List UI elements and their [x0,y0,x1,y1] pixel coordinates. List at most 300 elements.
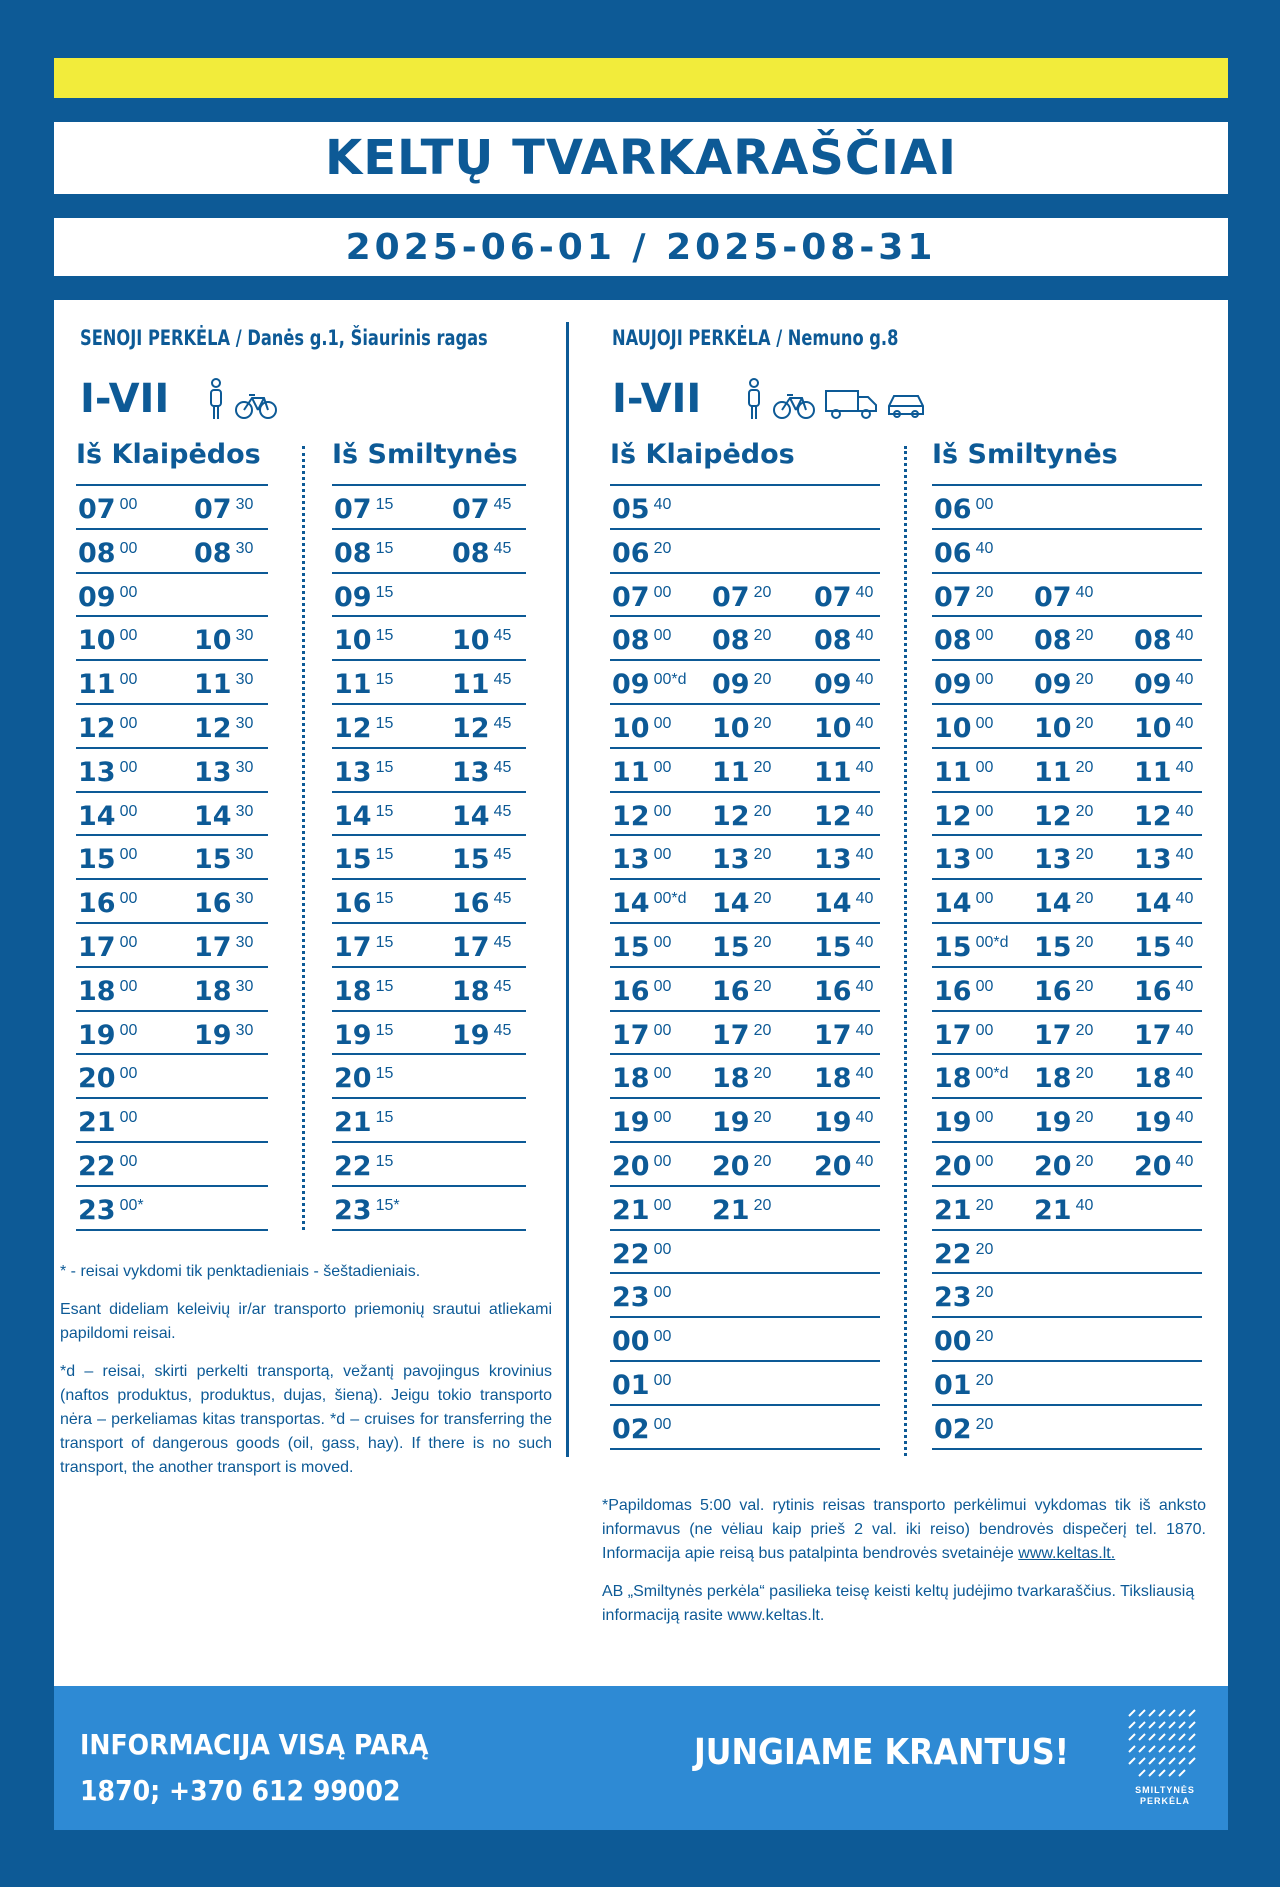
timetable-row [610,924,880,968]
departure-time [1134,801,1193,832]
departure-time [612,1107,671,1138]
departure-hour: 21 [334,1107,372,1139]
timetable-row [610,574,880,618]
departure-minute: 40 [1175,627,1194,645]
departure-time [612,1370,671,1401]
departure-hour: 20 [1134,1150,1172,1182]
departure-minute: 00 [653,1196,672,1214]
departure-time [712,1195,771,1226]
note-rights: AB „Smiltynės perkėla“ pasilieka teisę keisti keltų judėjimo tvarkaraščius. Tiksliausią informaciją rasite www.keltas.lt. [602,1583,1195,1624]
departure-hour: 18 [814,1063,852,1095]
departure-hour: 11 [452,669,490,701]
departure-hour: 10 [814,712,852,744]
departure-minute: 00 [119,846,138,864]
departure-hour: 13 [934,844,972,876]
departure-hour: 00 [934,1326,972,1358]
departure-time [334,888,393,919]
departure-minute: 20 [1075,714,1094,732]
timetable-row [76,661,268,705]
timetable-row [932,486,1202,530]
timetable-row [332,1143,526,1187]
departure-hour: 08 [334,537,372,569]
departure-hour: 16 [194,888,232,920]
departure-minute: 20 [1075,1152,1094,1170]
departure-hour: 15 [334,844,372,876]
departure-minute: 15 [375,539,394,557]
timetable-row [932,1143,1202,1187]
pedestrian-icon [744,378,764,425]
departure-hour: 02 [934,1413,972,1445]
timetable-row [610,1406,880,1450]
departure-time [78,1063,137,1094]
timetable-row [932,1231,1202,1275]
timetable-row [610,836,880,880]
timetable-row [76,836,268,880]
timetable-row [932,661,1202,705]
departure-hour: 11 [194,669,232,701]
old-crossing-notes [60,1260,552,1494]
column-title: Iš Klaipėdos [610,436,880,486]
departure-minute: 00 [653,933,672,951]
timetable-row [932,1362,1202,1406]
departure-hour: 23 [78,1194,116,1226]
departure-time [1034,1020,1093,1051]
departure-minute: 20 [975,583,994,601]
departure-time [1134,1151,1193,1182]
departure-time [334,1020,393,1051]
departure-hour: 16 [612,975,650,1007]
departure-hour: 18 [612,1063,650,1095]
column-title: Iš Smiltynės [332,436,526,486]
departure-minute: 00 [653,1109,672,1127]
timetable-row [76,486,268,530]
departure-hour: 22 [612,1238,650,1270]
departure-minute: 00 [653,1328,672,1346]
departure-minute: 40 [1075,583,1094,601]
departure-hour: 13 [334,756,372,788]
departure-time [612,538,671,569]
timetable-row [76,530,268,574]
departure-time [934,1414,993,1445]
departure-time [612,1151,671,1182]
departure-minute: 00 [975,627,994,645]
departure-minute: 00 [119,1021,138,1039]
departure-hour: 18 [78,975,116,1007]
new-from-smiltyne-column [932,436,1202,1450]
departure-time [612,582,671,613]
departure-hour: 21 [712,1194,750,1226]
timetable-row [76,574,268,618]
departure-minute: 00 [119,802,138,820]
departure-time [78,1195,144,1226]
timetable-row [610,1012,880,1056]
departure-hour: 08 [194,537,232,569]
departure-minute: 00 [119,714,138,732]
departure-minute: 40 [855,1152,874,1170]
timetable-row [76,968,268,1012]
departure-time [1034,582,1093,613]
timetable-row [610,530,880,574]
wave-logo-icon [1125,1708,1205,1780]
departure-time [934,1282,993,1313]
departure-hour: 08 [1134,625,1172,657]
departure-hour: 06 [612,537,650,569]
old-crossing-station: SENOJI PERKĖLA / Danės g.1, Šiaurinis ragas [80,326,488,350]
departure-minute: 20 [1075,802,1094,820]
departure-hour: 11 [712,756,750,788]
timetable-row [332,617,526,661]
departure-hour: 14 [612,888,650,920]
timetable-row [610,880,880,924]
departure-time [934,625,993,656]
departure-minute: 40 [1175,714,1194,732]
departure-minute: 30 [235,714,254,732]
departure-time [814,801,873,832]
departure-minute: 20 [753,977,772,995]
departure-time [1034,625,1093,656]
timetable-row [76,1012,268,1056]
departure-hour: 22 [334,1150,372,1182]
departure-hour: 10 [1134,712,1172,744]
departure-minute: 30 [235,671,254,689]
departure-hour: 15 [194,844,232,876]
departure-time [194,976,253,1007]
departure-hour: 17 [452,931,490,963]
departure-hour: 23 [612,1282,650,1314]
pedestrian-icon [206,378,226,425]
departure-minute: 15 [375,846,394,864]
departure-minute: 20 [753,714,772,732]
departure-minute: 30 [235,802,254,820]
departure-hour: 09 [814,669,852,701]
timetable-row [610,1055,880,1099]
departure-minute: 00 [975,802,994,820]
departure-time [612,1063,671,1094]
departure-time [712,1151,771,1182]
departure-minute: 40 [1175,758,1194,776]
departure-time [334,1107,393,1138]
departure-time [194,757,253,788]
departure-hour: 08 [712,625,750,657]
timetable-row [610,1318,880,1362]
departure-minute: 20 [653,539,672,557]
departure-time [452,538,511,569]
departure-minute: 15 [375,1109,394,1127]
departure-time [934,976,993,1007]
column-divider [904,446,907,1456]
departure-hour: 11 [78,669,116,701]
departure-minute: 30 [235,758,254,776]
departure-hour: 19 [1134,1107,1172,1139]
departure-time [334,757,393,788]
timetable-row [76,793,268,837]
departure-time [452,757,511,788]
departure-hour: 11 [334,669,372,701]
departure-time [78,538,137,569]
departure-time [612,713,671,744]
departure-minute: 15 [375,671,394,689]
departure-hour: 14 [78,800,116,832]
column-title: Iš Smiltynės [932,436,1202,486]
departure-minute: 40 [1175,977,1194,995]
new-from-klaipeda-column [610,436,880,1450]
departure-time [814,625,873,656]
timetable-row [332,836,526,880]
departure-minute: 00 [653,1371,672,1389]
departure-time [78,932,137,963]
departure-hour: 09 [78,581,116,613]
timetable-row [76,924,268,968]
departure-hour: 15 [612,931,650,963]
departure-time [1134,844,1193,875]
departure-hour: 12 [334,712,372,744]
departure-minute: 30 [235,1021,254,1039]
timetable-row [932,617,1202,661]
departure-minute: 15* [375,1196,400,1214]
note-dangerous-goods: *d – reisai, skirti perkelti transportą, vežantį pavojingus krovinius (naftos produktus, produktus, dujas, šieną). Jeigu tokio transporto nėra – perkeliamas kitas transportas. *d – cruises for transferring the transport of dangerous goods (oil, gass, hay). If there is no such transport, the another transport is moved. [60,1363,552,1476]
departure-minute: 40 [1175,671,1194,689]
departure-time [612,888,687,919]
footer [54,1686,1228,1830]
departure-hour: 19 [934,1107,972,1139]
departure-time [194,844,253,875]
departure-time [78,625,137,656]
departure-time [1034,1107,1093,1138]
old-from-klaipeda-column [76,436,268,1231]
departure-hour: 07 [452,494,490,525]
departure-hour: 15 [1034,931,1072,963]
departure-hour: 07 [612,581,650,613]
departure-minute: 20 [753,1021,772,1039]
departure-time [1034,888,1093,919]
timetable-row [332,1099,526,1143]
departure-minute: 20 [975,1415,994,1433]
departure-minute: 00 [119,758,138,776]
departure-minute: 45 [493,539,512,557]
departure-hour: 13 [712,844,750,876]
column-title: Iš Klaipėdos [76,436,268,486]
departure-minute: 00*d [975,933,1009,951]
departure-hour: 14 [334,800,372,832]
departure-hour: 23 [934,1282,972,1314]
departure-hour: 16 [1134,975,1172,1007]
timetable-row [932,1055,1202,1099]
departure-minute: 20 [1075,758,1094,776]
departure-time [934,494,993,525]
departure-time [334,1195,400,1226]
departure-time [934,538,993,569]
timetable-row [932,968,1202,1012]
departure-minute: 40 [1175,846,1194,864]
timetable-row [332,880,526,924]
departure-minute: 40 [653,496,672,513]
departure-minute: 40 [855,758,874,776]
new-crossing-station: NAUJOJI PERKĖLA / Nemuno g.8 [612,326,899,350]
accent-bar [54,58,1228,98]
departure-time [612,757,671,788]
company-logo [1120,1708,1210,1818]
timetable-row [610,1099,880,1143]
timetable-row [932,574,1202,618]
departure-time [334,713,393,744]
departure-time [334,538,393,569]
departure-minute: 40 [855,846,874,864]
departure-minute: 20 [753,1152,772,1170]
timetable-row [610,749,880,793]
departure-hour: 18 [934,1063,972,1095]
departure-hour: 08 [934,625,972,657]
timetable-row [932,705,1202,749]
timetable-row [932,836,1202,880]
departure-hour: 18 [1134,1063,1172,1095]
departure-minute: 15 [375,758,394,776]
departure-time [452,494,511,525]
departure-minute: 40 [1175,933,1194,951]
departure-time [452,669,511,700]
departure-hour: 09 [612,669,650,701]
timetable-row [610,1231,880,1275]
departure-hour: 13 [194,756,232,788]
departure-hour: 20 [814,1150,852,1182]
new-crossing-icons [744,378,926,425]
departure-minute: 40 [855,671,874,689]
departure-time [78,976,137,1007]
timetable-row [932,1406,1202,1450]
departure-hour: 10 [334,625,372,657]
departure-hour: 19 [452,1019,490,1051]
timetable-row [332,793,526,837]
departure-minute: 15 [375,802,394,820]
departure-minute: 20 [753,758,772,776]
departure-minute: 20 [753,671,772,689]
departure-minute: 20 [1075,627,1094,645]
departure-minute: 00 [653,1284,672,1302]
departure-time [814,844,873,875]
departure-minute: 00 [119,1109,138,1127]
departure-minute: 40 [975,539,994,557]
departure-minute: 00* [119,1196,144,1214]
timetable-row [610,661,880,705]
timetable-row [332,1055,526,1099]
departure-time [814,932,873,963]
departure-hour: 16 [334,888,372,920]
departure-minute: 00 [975,671,994,689]
departure-minute: 00 [975,846,994,864]
departure-hour: 14 [1034,888,1072,920]
departure-minute: 00 [975,714,994,732]
departure-time [934,669,993,700]
departure-minute: 30 [235,539,254,557]
timetable-row [932,1187,1202,1231]
departure-time [334,494,393,525]
departure-minute: 00 [653,627,672,645]
departure-time [334,801,393,832]
departure-time [814,888,873,919]
timetable-row [332,530,526,574]
departure-hour: 13 [612,844,650,876]
departure-minute: 00 [653,1065,672,1083]
departure-time [1134,932,1193,963]
departure-minute: 40 [855,627,874,645]
departure-minute: 45 [493,802,512,820]
departure-minute: 00 [975,890,994,908]
departure-minute: 00 [653,1152,672,1170]
departure-minute: 40 [1075,1196,1094,1214]
departure-time [452,801,511,832]
timetable-row [932,1012,1202,1056]
departure-time [78,1020,137,1051]
departure-hour: 17 [78,931,116,963]
timetable-row [932,1099,1202,1143]
departure-minute: 20 [975,1328,994,1346]
departure-time [78,801,137,832]
departure-hour: 19 [334,1019,372,1051]
timetable-row [610,617,880,661]
bicycle-icon [234,392,278,425]
departure-hour: 07 [814,581,852,613]
website-link[interactable]: www.keltas.lt. [1018,1545,1116,1562]
departure-time [452,888,511,919]
slogan: JUNGIAME KRANTUS! [694,1732,1070,1773]
departure-hour: 22 [934,1238,972,1270]
departure-minute: 40 [1175,1021,1194,1039]
departure-minute: 30 [235,977,254,995]
departure-hour: 17 [712,1019,750,1051]
departure-time [334,844,393,875]
departure-hour: 06 [934,494,972,525]
departure-hour: 15 [1134,931,1172,963]
departure-hour: 19 [814,1107,852,1139]
departure-hour: 16 [814,975,852,1007]
departure-time [1034,976,1093,1007]
departure-time [334,1063,393,1094]
departure-minute: 15 [375,496,394,513]
departure-minute: 20 [753,890,772,908]
departure-time [194,713,253,744]
departure-time [712,582,771,613]
departure-hour: 10 [712,712,750,744]
departure-hour: 07 [194,494,232,525]
departure-hour: 11 [1034,756,1072,788]
departure-time [78,1151,137,1182]
departure-time [194,538,253,569]
departure-hour: 06 [934,537,972,569]
departure-hour: 10 [612,712,650,744]
departure-hour: 17 [612,1019,650,1051]
departure-minute: 30 [235,890,254,908]
departure-time [194,888,253,919]
departure-time [334,582,393,613]
departure-minute: 00 [119,977,138,995]
departure-minute: 40 [855,1065,874,1083]
timetable-row [76,749,268,793]
departure-minute: 00*d [975,1065,1009,1083]
departure-hour: 07 [78,494,116,525]
departure-hour: 23 [334,1194,372,1226]
departure-hour: 17 [194,931,232,963]
departure-hour: 13 [452,756,490,788]
departure-minute: 40 [855,1021,874,1039]
departure-minute: 00*d [653,671,687,689]
departure-hour: 16 [78,888,116,920]
departure-hour: 13 [814,844,852,876]
departure-hour: 20 [334,1063,372,1095]
departure-time [78,1107,137,1138]
departure-time [712,669,771,700]
departure-hour: 19 [194,1019,232,1051]
departure-hour: 10 [194,625,232,657]
new-crossing-notes [602,1494,1206,1642]
